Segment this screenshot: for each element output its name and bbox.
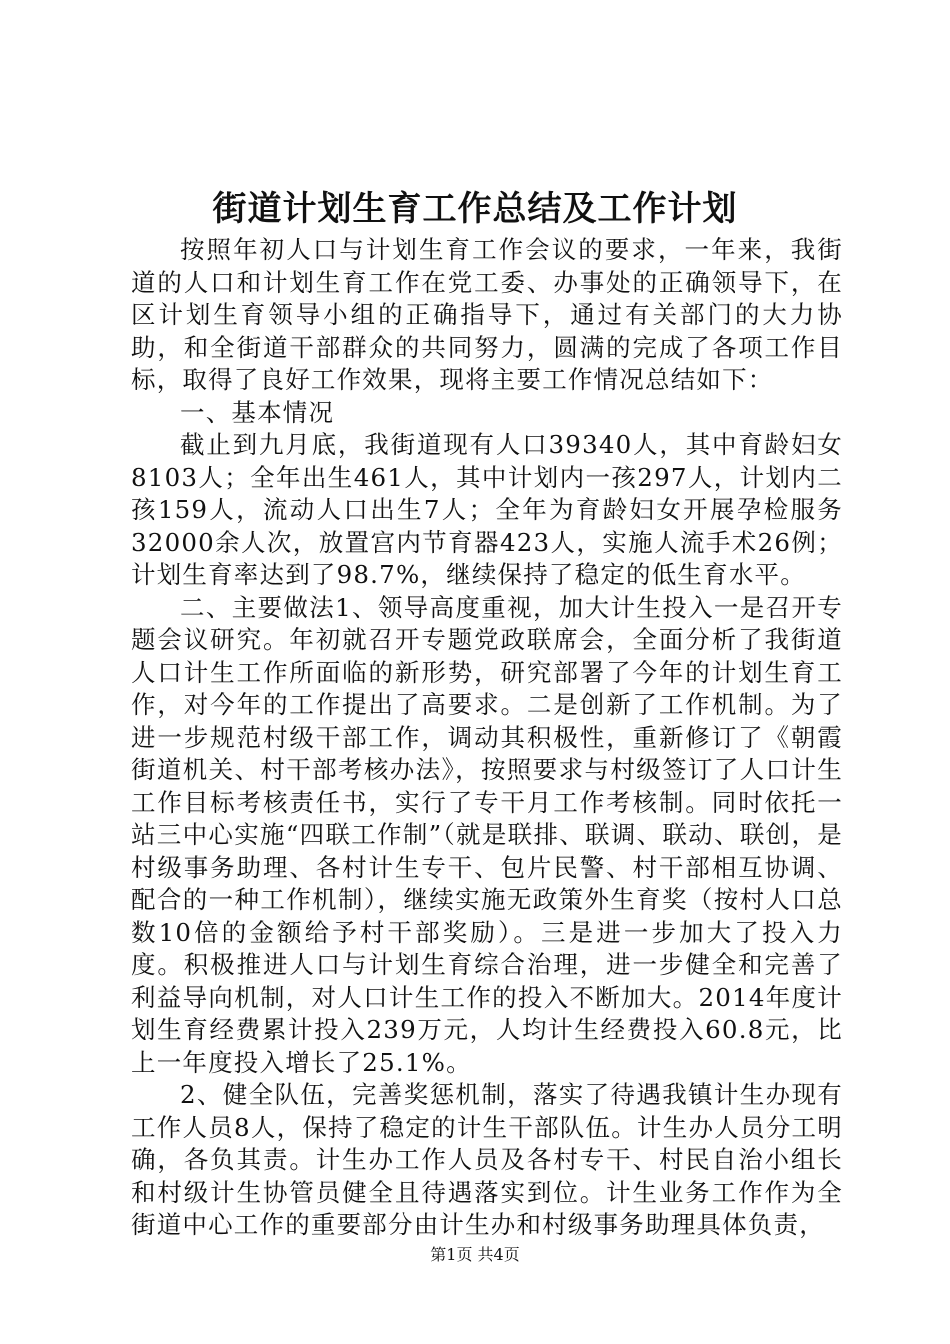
document-body — [131, 234, 843, 1242]
document-title: 街道计划生育工作总结及工作计划 — [212, 189, 738, 229]
paragraph-basic-situation: 截止到九月底，我街道现有人口39340人，其中育龄妇女8103人；全年出生461人，其中计划内一孩297人，计划内二孩159人，流动人口出生7人；全年为育龄妇女开展孕检服务32000余人次，放置宫内节育器423人，实施人流手术26例；计划生育率达到了98.7%，继续保持了稳定的低生育水平。 — [131, 430, 843, 589]
page-footer: 第1页 共4页 — [430, 1245, 520, 1264]
section-heading-basic-situation: 一、基本情况 — [180, 397, 335, 427]
paragraph-intro: 按照年初人口与计划生育工作会议的要求，一年来，我街道的人口和计划生育工作在党工委、办事处的正确领导下，在区计划生育领导小组的正确指导下，通过有关部门的大力协助，和全街道干部群众的共同努力，圆满的完成了各项工作目标，取得了良好工作效果，现将主要工作情况总结如下： — [131, 235, 843, 394]
paragraph-main-practices: 二、主要做法1、领导高度重视，加大计生投入一是召开专题会议研究。年初就召开专题党政联席会，全面分析了我街道人口计生工作所面临的新形势，研究部署了今年的计划生育工作，对今年的工作提出了高要求。二是创新了工作机制。为了进一步规范村级干部工作，调动其积极性，重新修订了《朝霞街道机关、村干部考核办法》，按照要求与村级签订了人口计生工作目标考核责任书，实行了专干月工作考核制。同时依托一站三中心实施“四联工作制”（就是联排、联调、联动、联创，是村级事务助理、各村计生专干、包片民警、村干部相互协调、配合的一种工作机制），继续实施无政策外生育奖（按村人口总数10倍的金额给予村干部奖励）。三是进一步加大了投入力度。积极推进人口与计划生育综合治理，进一步健全和完善了利益导向机制，对人口计生工作的投入不断加大。2014年度计划生育经费累计投入239万元，人均计生经费投入60.8元，比上一年度投入增长了25.1%。 — [131, 592, 843, 1077]
paragraph-team-building: 2、健全队伍，完善奖惩机制，落实了待遇我镇计生办现有工作人员8人，保持了稳定的计生干部队伍。计生办人员分工明确，各负其责。计生办工作人员及各村专干、村民自治小组长和村级计生协管员健全且待遇落实到位。计生业务工作作为全街道中心工作的重要部分由计生办和村级事务助理具体负责， — [131, 1080, 843, 1239]
